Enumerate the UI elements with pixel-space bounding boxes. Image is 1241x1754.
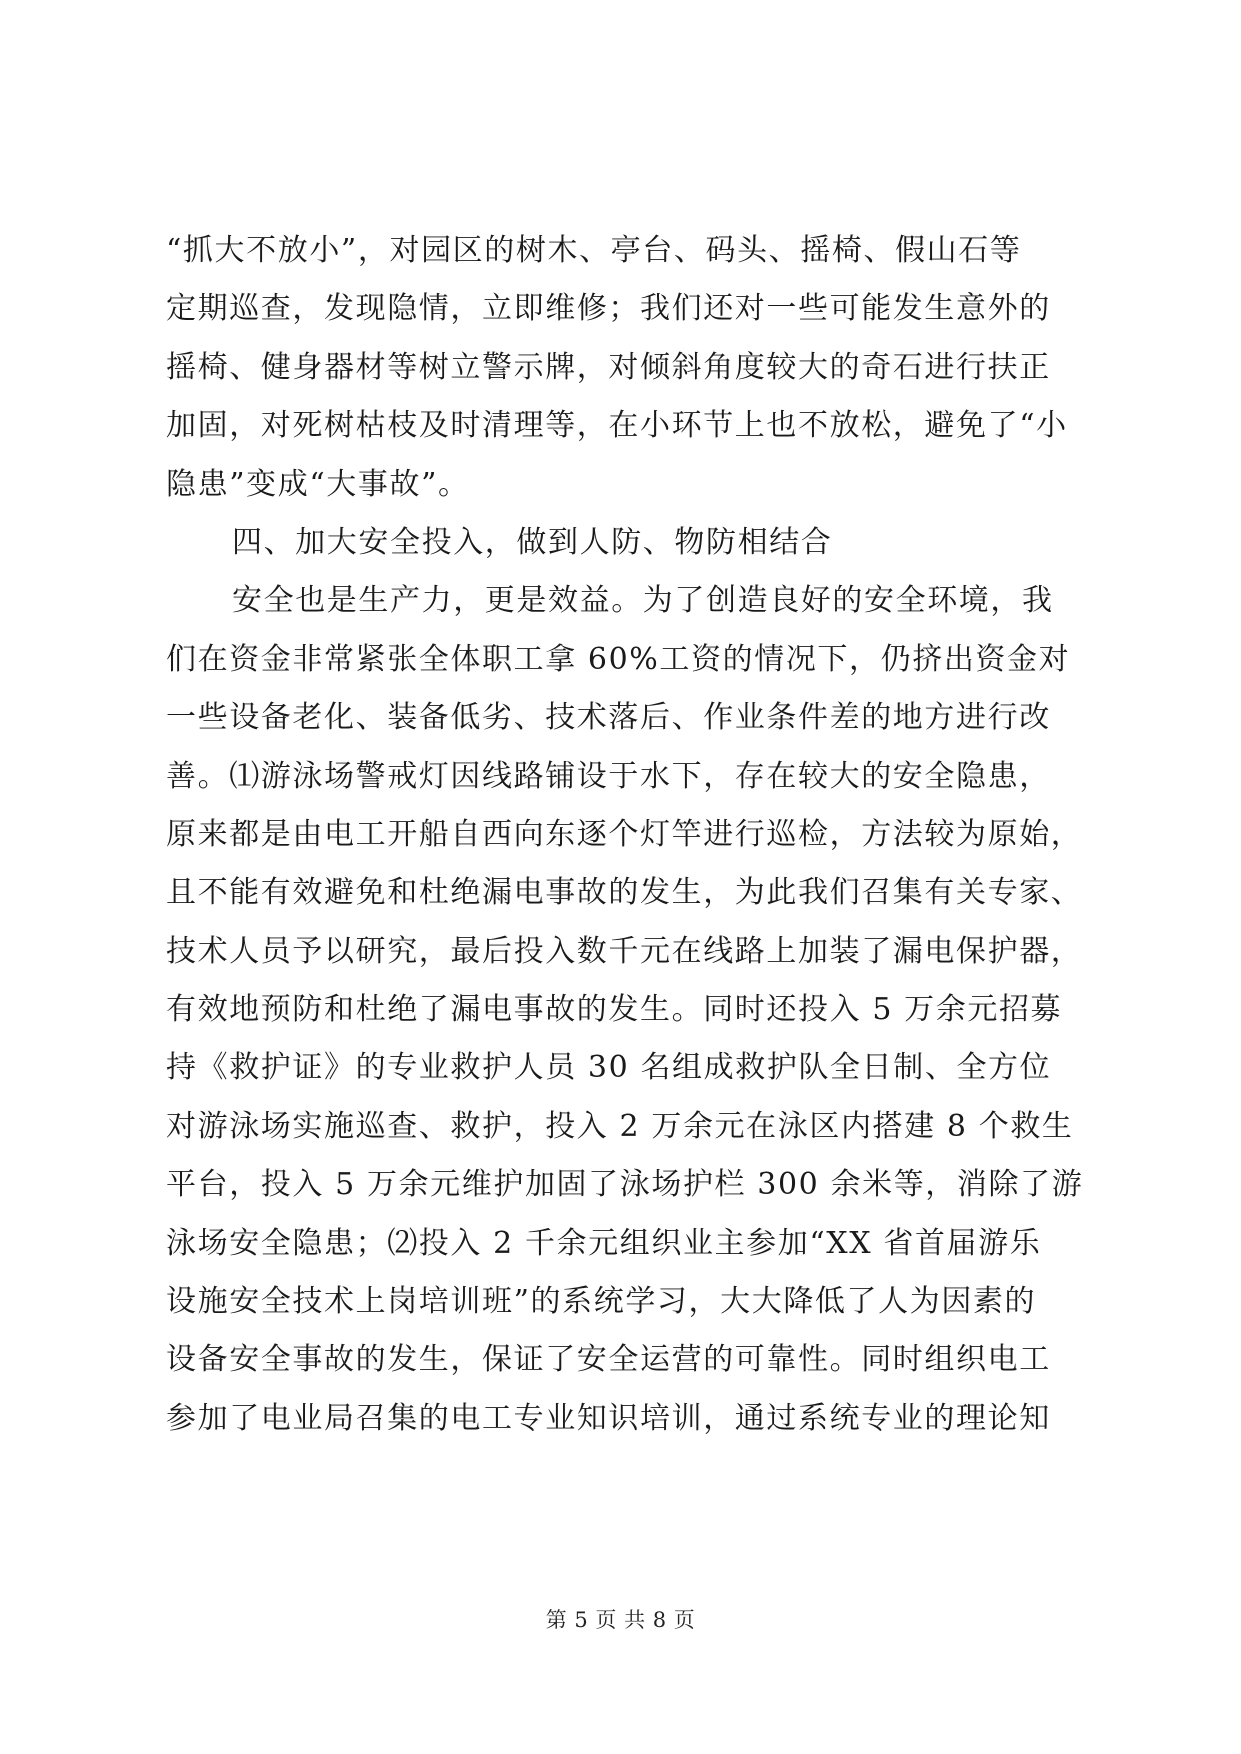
text-line: 原来都是由电工开船自西向东逐个灯竿进行巡检，方法较为原始，: [166, 816, 1083, 852]
text-line: 设备安全事故的发生，保证了安全运营的可靠性。同时组织电工: [166, 1342, 1051, 1378]
text-line: 安全也是生产力，更是效益。为了创造良好的安全环境，我: [232, 583, 1054, 619]
text-line: 且不能有效避免和杜绝漏电事故的发生，为此我们召集有关专家、: [166, 875, 1083, 911]
text-line: 摇椅、健身器材等树立警示牌，对倾斜角度较大的奇石进行扶正: [166, 349, 1051, 385]
text-line: 持《救护证》的专业救护人员 30 名组成救护队全日制、全方位: [166, 1050, 1052, 1086]
text-line: 设施安全技术上岗培训班”的系统学习，大大降低了人为因素的: [166, 1284, 1037, 1320]
document-body: [166, 222, 1084, 1448]
text-line: 加固，对死树枯枝及时清理等，在小环节上也不放松，避免了“小: [166, 408, 1068, 444]
text-line: 参加了电业局召集的电工专业知识培训，通过系统专业的理论知: [166, 1400, 1051, 1436]
text-line: “抓大不放小”，对园区的树木、亭台、码头、摇椅、假山石等: [166, 233, 1022, 268]
text-line: 们在资金非常紧张全体职工拿 60%工资的情况下，仍挤出资金对: [166, 641, 1071, 677]
text-line: 有效地预防和杜绝了漏电事故的发生。同时还投入 5 万余元招募: [166, 992, 1063, 1028]
text-line: 泳场安全隐患；⑵投入 2 千余元组织业主参加“XX 省首届游乐: [166, 1225, 1042, 1261]
text-line: 善。⑴游泳场警戒灯因线路铺设于水下，存在较大的安全隐患，: [166, 758, 1051, 794]
text-line: 技术人员予以研究，最后投入数千元在线路上加装了漏电保护器，: [166, 933, 1083, 969]
text-line: 定期巡查，发现隐情，立即维修；我们还对一些可能发生意外的: [166, 291, 1051, 327]
text-line: 四、加大安全投入，做到人防、物防相结合: [232, 524, 833, 560]
text-line: 平台，投入 5 万余元维护加固了泳场护栏 300 余米等，消除了游: [166, 1167, 1084, 1203]
page-footer: 第 5 页 共 8 页: [545, 1608, 696, 1632]
text-line: 一些设备老化、装备低劣、技术落后、作业条件差的地方进行改: [166, 700, 1051, 736]
text-line: 隐患”变成“大事故”。: [166, 466, 470, 502]
text-line: 对游泳场实施巡查、救护，投入 2 万余元在泳区内搭建 8 个救生: [166, 1108, 1074, 1144]
